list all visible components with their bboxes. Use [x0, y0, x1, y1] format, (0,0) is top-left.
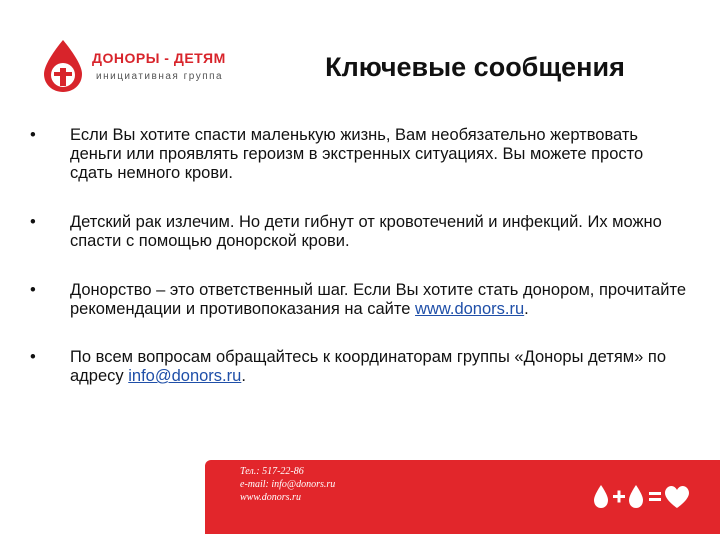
list-item: [30, 281, 690, 319]
footer-contacts: [240, 465, 335, 504]
bullet-list: [30, 126, 690, 386]
bullet-text: По всем вопросам обращайтесь к координаторам группы «Доноры детям» по адресу: [70, 348, 666, 385]
list-item: [30, 126, 690, 183]
logo: [38, 38, 248, 94]
bullet-text-end: .: [524, 300, 529, 318]
email-link[interactable]: info@donors.ru: [128, 367, 242, 385]
footer-banner: [205, 460, 720, 534]
drop-plus-drop-equals-heart: [591, 477, 701, 517]
footer-site: www.donors.ru: [240, 492, 301, 503]
plus-icon: [613, 491, 625, 503]
bullet-text: Донорство – это ответственный шаг. Если Вы хотите стать донором, прочитайте рекомендации и противопоказания на сайте: [70, 281, 687, 318]
slide-title: Ключевые сообщения: [325, 52, 625, 82]
heart-icon: [665, 486, 689, 508]
blood-drop-icon: [629, 485, 643, 508]
bullet-icon: •: [30, 126, 36, 144]
logo-subtitle: инициативная группа: [96, 71, 224, 82]
list-item: [30, 348, 690, 386]
footer-phone: Тел.: 517-22-86: [240, 466, 304, 477]
equals-icon: [649, 492, 661, 501]
bullet-icon: •: [30, 281, 36, 299]
bullet-icon: •: [30, 213, 36, 231]
bullet-icon: •: [30, 348, 36, 366]
logo-name: ДОНОРЫ - ДЕТЯМ: [92, 50, 226, 66]
list-item: [30, 213, 690, 251]
website-link[interactable]: www.donors.ru: [415, 300, 525, 318]
footer-email: e-mail: info@donors.ru: [240, 479, 336, 490]
bullet-text: Детский рак излечим. Но дети гибнут от кровотечений и инфекций. Их можно спасти с помощью донорской крови.: [70, 213, 662, 250]
bullet-text-end: .: [241, 367, 246, 385]
blood-drop-icon: [594, 485, 608, 508]
bullet-text: Если Вы хотите спасти маленькую жизнь, Вам необязательно жертвовать деньги или проявлять героизм в экстренных ситуациях. Вы можете просто сдать немного крови.: [70, 126, 644, 182]
logo-drop-icon: [38, 38, 88, 94]
